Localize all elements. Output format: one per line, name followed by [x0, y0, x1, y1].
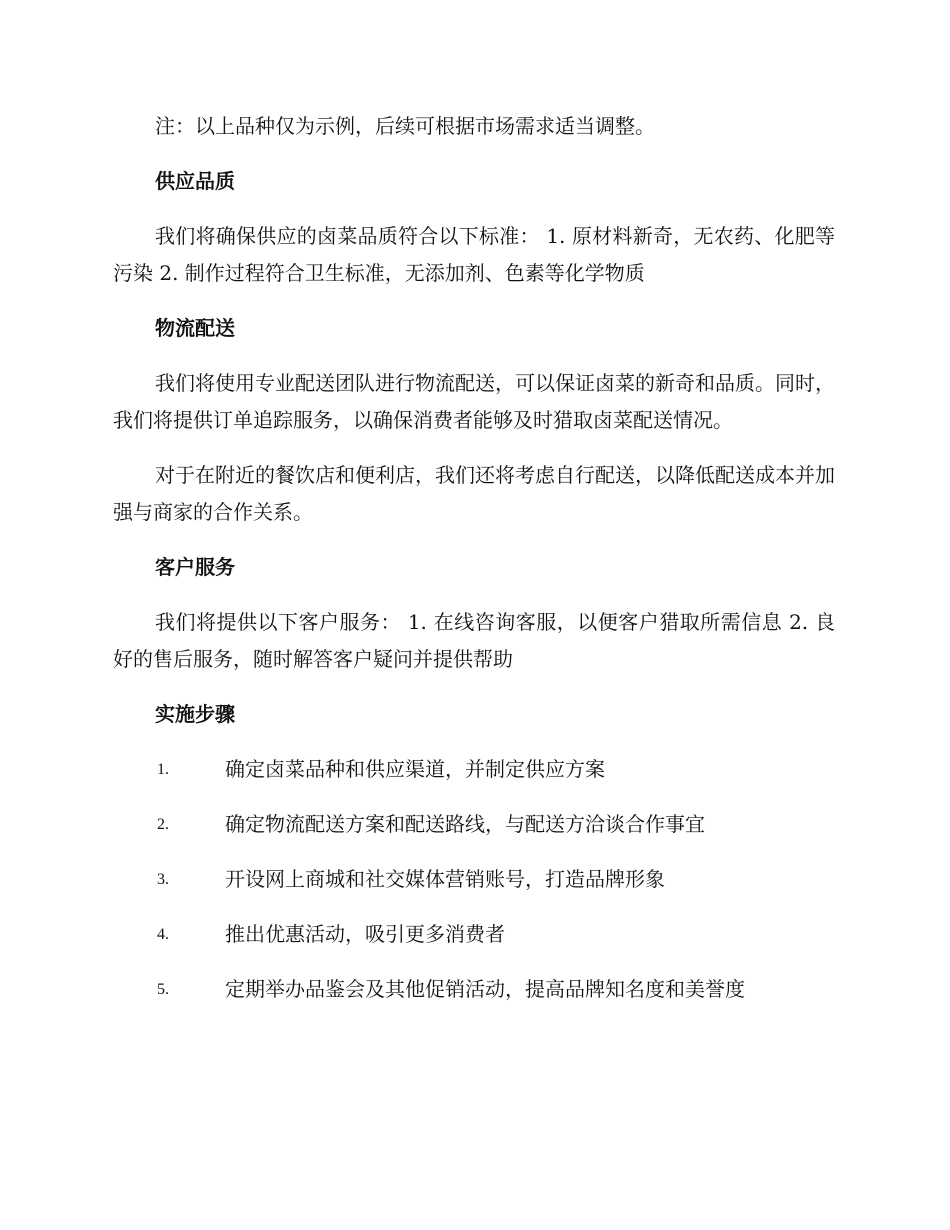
step-text: 确定卤菜品种和供应渠道，并制定供应方案 [225, 757, 605, 781]
step-number: 1. [157, 761, 169, 778]
note-paragraph: 注：以上品种仅为示例，后续可根据市场需求适当调整。 [155, 114, 655, 138]
step-text: 确定物流配送方案和配送路线，与配送方洽谈合作事宜 [225, 812, 705, 836]
list-item [113, 971, 835, 1008]
list-item [113, 861, 835, 898]
logistics-paragraph-2: 对于在附近的餐饮店和便利店，我们还将考虑自行配送，以降低配送成本并加强与商家的合作关系。 [113, 463, 835, 524]
step-number: 2. [157, 816, 169, 833]
section-heading-quality: 供应品质 [155, 169, 235, 193]
quality-paragraph: 我们将确保供应的卤菜品质符合以下标准： 1. 原材料新奇，无农药、化肥等污染 2. 制作过程符合卫生标准，无添加剂、色素等化学物质 [113, 224, 835, 285]
step-number: 5. [157, 981, 169, 998]
section-heading-steps: 实施步骤 [155, 702, 235, 726]
step-text: 推出优惠活动，吸引更多消费者 [225, 922, 505, 946]
list-item [113, 751, 835, 788]
logistics-paragraph-1: 我们将使用专业配送团队进行物流配送，可以保证卤菜的新奇和品质。同时，我们将提供订单追踪服务，以确保消费者能够及时猎取卤菜配送情况。 [113, 371, 835, 432]
steps-list [113, 751, 835, 1008]
list-item [113, 806, 835, 843]
step-text: 定期举办品鉴会及其他促销活动，提高品牌知名度和美誉度 [225, 977, 745, 1001]
document-page [113, 108, 835, 1026]
list-item [113, 916, 835, 953]
section-heading-service: 客户服务 [155, 555, 235, 579]
step-text: 开设网上商城和社交媒体营销账号，打造品牌形象 [225, 867, 665, 891]
service-paragraph: 我们将提供以下客户服务： 1. 在线咨询客服，以便客户猎取所需信息 2. 良好的售后服务，随时解答客户疑问并提供帮助 [113, 610, 835, 671]
step-number: 3. [157, 871, 169, 888]
step-number: 4. [157, 926, 169, 943]
section-heading-logistics: 物流配送 [155, 316, 235, 340]
